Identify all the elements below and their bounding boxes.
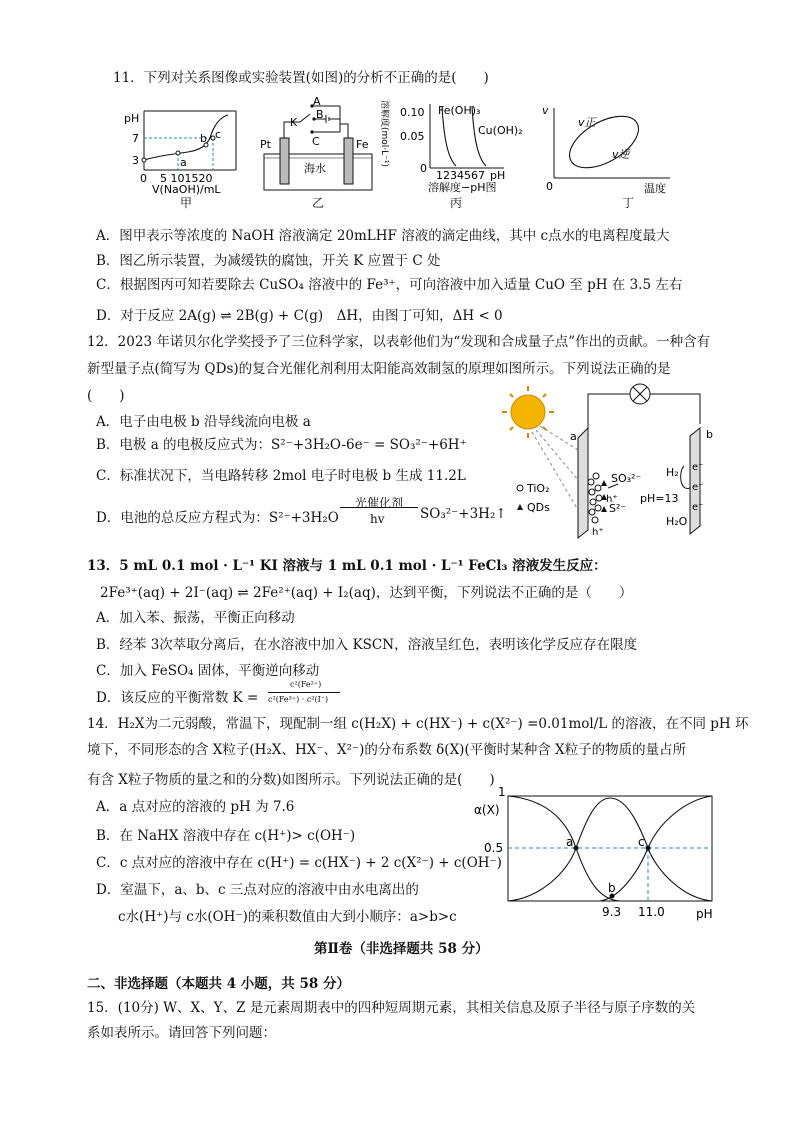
q11-option-b: B．图乙所示装置，为减缓铁的腐蚀，开关 K 应置于 C 处 bbox=[96, 253, 441, 269]
jia-ylabel: pH bbox=[124, 112, 140, 125]
svg-text:3: 3 bbox=[132, 154, 139, 167]
q12-stem-1: 12．2023 年诺贝尔化学奖授予了三位科学家，以表彰他们为“发现和合成量子点”作出的贡献。一种含有 bbox=[87, 334, 711, 350]
section-2-title: 第Ⅱ卷（非选择题共 58 分） bbox=[314, 941, 489, 957]
svg-text:0: 0 bbox=[140, 172, 147, 185]
q12-d-products: SO₃²⁻+3H₂↑ bbox=[420, 506, 507, 522]
svg-text:a: a bbox=[180, 156, 187, 169]
q15-line-1: 15．(10分) W、X、Y、Z 是元素周期表中的四种短周期元素，其相关信息及原子半径与原子序数的关 bbox=[87, 1000, 696, 1016]
svg-text:Fe(OH)₃: Fe(OH)₃ bbox=[438, 104, 481, 117]
q11-option-a: A．图甲表示等浓度的 NaOH 溶液滴定 20mLHF 溶液的滴定曲线，其中 c点水的电离程度最大 bbox=[96, 228, 670, 244]
q14-option-c: C．c 点对应的溶液中存在 c(H⁺) = c(HX⁻) + 2 c(X²⁻) + c(OH⁻) bbox=[96, 855, 502, 871]
q13-stem-2: 2Fe³⁺(aq) + 2I⁻(aq) ⇌ 2Fe²⁺(aq) + I₂(aq)，达到平衡，下列说法不正确的是（ ） bbox=[100, 585, 633, 601]
svg-text:K: K bbox=[290, 116, 298, 129]
svg-text:b: b bbox=[200, 132, 207, 145]
part-2-heading: 二、非选择题（本题共 4 小题，共 58 分） bbox=[87, 976, 350, 992]
svg-text:0: 0 bbox=[546, 180, 553, 193]
svg-text:0.5: 0.5 bbox=[484, 841, 504, 855]
svg-text:9.3: 9.3 bbox=[602, 905, 622, 919]
svg-text:5 101520: 5 101520 bbox=[160, 172, 213, 185]
jia-caption: 甲 bbox=[180, 196, 193, 210]
svg-text:pH: pH bbox=[490, 169, 506, 182]
q11-fig-ding bbox=[540, 104, 680, 196]
q13-d-numerator: c²(Fe²⁺) bbox=[290, 680, 322, 689]
svg-text:TiO₂: TiO₂ bbox=[527, 482, 550, 495]
svg-text:v正: v正 bbox=[578, 116, 596, 129]
q13-d-fraction-bar bbox=[268, 692, 340, 693]
q13-option-c: C．加入 FeSO₄ 固体，平衡逆向移动 bbox=[96, 663, 320, 679]
svg-text:e⁻: e⁻ bbox=[692, 482, 704, 493]
svg-text:1: 1 bbox=[498, 785, 506, 799]
svg-text:v: v bbox=[542, 104, 549, 117]
svg-text:7: 7 bbox=[132, 132, 139, 145]
q12-option-c: C．标准状况下，当电路转移 2mol 电子时电极 b 生成 11.2L bbox=[96, 468, 466, 484]
q12-option-d: D．电池的总反应方程式为：S²⁻+3H₂O bbox=[96, 510, 339, 526]
svg-text:S²⁻: S²⁻ bbox=[609, 502, 627, 515]
q14-stem-3: 有含 X粒子物质的量之和的分数)如图所示。下列说法正确的是( ) bbox=[87, 772, 495, 788]
svg-text:α(X): α(X) bbox=[474, 803, 500, 817]
q13-option-a: A．加入苯、振荡，平衡正向移动 bbox=[96, 610, 295, 626]
q13-option-b: B．经苯 3次萃取分离后，在水溶液中加入 KSCN，溶液呈红色，表明该化学反应存在限度 bbox=[96, 637, 638, 653]
svg-text:A: A bbox=[313, 95, 321, 108]
yi-caption: 乙 bbox=[312, 196, 325, 210]
svg-text:a: a bbox=[570, 430, 577, 443]
svg-text:海水: 海水 bbox=[304, 162, 326, 175]
q14-distribution-chart bbox=[470, 786, 730, 922]
svg-text:h⁺: h⁺ bbox=[592, 527, 604, 538]
svg-text:c: c bbox=[638, 835, 645, 849]
q12-d-condition-top: 光催化剂 bbox=[355, 496, 404, 510]
q13-option-d: D．该反应的平衡常数 K = bbox=[96, 690, 259, 706]
q11-fig-yi bbox=[256, 96, 381, 196]
svg-text:QDs: QDs bbox=[527, 501, 550, 514]
q13-d-denominator: c²(Fe³⁺) · c²(I⁻) bbox=[268, 695, 329, 704]
svg-text:B: B bbox=[316, 108, 324, 121]
q11-option-d: D．对于反应 2A(g) ⇌ 2B(g) + C(g) ΔH，由图丁可知，ΔH < 0 bbox=[96, 308, 503, 324]
q12-d-condition-bottom: hv bbox=[370, 512, 385, 526]
svg-text:Cu(OH)₂: Cu(OH)₂ bbox=[478, 124, 523, 137]
svg-text:溶解度−pH图: 溶解度−pH图 bbox=[428, 181, 497, 194]
svg-text:e⁻: e⁻ bbox=[692, 462, 704, 473]
svg-text:溶解度(mol·L⁻¹): 溶解度(mol·L⁻¹) bbox=[379, 100, 389, 168]
svg-text:SO₃²⁻: SO₃²⁻ bbox=[611, 472, 642, 485]
svg-text:e⁻: e⁻ bbox=[692, 502, 704, 513]
svg-text:11.0: 11.0 bbox=[638, 905, 665, 919]
svg-text:v逆: v逆 bbox=[612, 148, 630, 161]
svg-text:C: C bbox=[312, 135, 320, 148]
svg-text:温度: 温度 bbox=[644, 182, 666, 195]
q14-option-d-cont: c水(H⁺)与 c水(OH⁻)的乘积数值由大到小顺序：a>b>c bbox=[118, 909, 457, 925]
svg-text:a: a bbox=[566, 835, 574, 849]
q11-option-c: C．根据图丙可知若要除去 CuSO₄ 溶液中的 Fe³⁺，可向溶液中加入适量 CuO 至 pH 在 3.5 左右 bbox=[96, 277, 683, 293]
q12-stem-2: 新型量子点(简写为 QDs)的复合光催化剂利用太阳能高效制氢的原理如图所示。下列说法正确的是 bbox=[87, 361, 671, 377]
q14-stem-1: 14．H₂X为二元弱酸，常温下，现配制一组 c(H₂X) + c(HX⁻) + c(X²⁻) =0.01mol/L 的溶液，在不同 pH 环 bbox=[87, 716, 749, 732]
svg-text:pH: pH bbox=[696, 907, 713, 921]
svg-text:Pt: Pt bbox=[260, 138, 271, 151]
q13-stem-1: 13．5 mL 0.1 mol · L⁻¹ KI 溶液与 1 mL 0.1 mol · L⁻¹ FeCl₃ 溶液发生反应： bbox=[87, 558, 607, 574]
q12-stem-3: ( ) bbox=[87, 388, 125, 404]
svg-text:0: 0 bbox=[420, 162, 427, 175]
svg-text:Fe: Fe bbox=[356, 138, 369, 151]
q15-line-2: 系如表所示。请回答下列问题： bbox=[87, 1025, 276, 1041]
svg-text:H₂: H₂ bbox=[666, 466, 679, 479]
svg-text:b: b bbox=[608, 881, 616, 895]
bing-caption: 丙 bbox=[450, 196, 463, 210]
svg-text:H₂O: H₂O bbox=[666, 515, 688, 528]
svg-text:1234567: 1234567 bbox=[436, 169, 485, 182]
q14-option-b: B．在 NaHX 溶液中存在 c(H⁺)> c(OH⁻) bbox=[96, 828, 356, 844]
q12-option-a: A．电子由电极 b 沿导线流向电极 a bbox=[96, 414, 311, 430]
q11-fig-bing bbox=[379, 100, 523, 195]
svg-text:h⁺: h⁺ bbox=[606, 494, 618, 505]
svg-text:pH=13: pH=13 bbox=[640, 492, 679, 505]
svg-text:b: b bbox=[706, 428, 713, 441]
svg-text:c: c bbox=[215, 128, 222, 141]
q11-fig-jia bbox=[118, 108, 248, 198]
svg-text:0.05: 0.05 bbox=[400, 130, 425, 143]
ding-caption: 丁 bbox=[622, 196, 635, 210]
svg-text:0.10: 0.10 bbox=[400, 106, 425, 119]
q14-option-a: A．a 点对应的溶液的 pH 为 7.6 bbox=[96, 799, 295, 815]
q12-d-arrow bbox=[340, 507, 418, 508]
q11-stem: 11．下列对关系图像或实验装置(如图)的分析不正确的是( ) bbox=[113, 70, 489, 86]
q12-cell-figure bbox=[500, 380, 735, 540]
q14-option-d: D．室温下，a、b、c 三点对应的溶液中由水电离出的 bbox=[96, 882, 419, 898]
q12-option-b: B．电极 a 的电极反应式为：S²⁻+3H₂O-6e⁻ = SO₃²⁻+6H⁺ bbox=[96, 437, 467, 453]
svg-text:V(NaOH)/mL: V(NaOH)/mL bbox=[152, 183, 221, 196]
q14-stem-2: 境下，不同形态的含 X粒子(H₂X、HX⁻、X²⁻)的分布系数 δ(X)(平衡时某种含 X粒子的物质的量占所 bbox=[87, 742, 687, 758]
